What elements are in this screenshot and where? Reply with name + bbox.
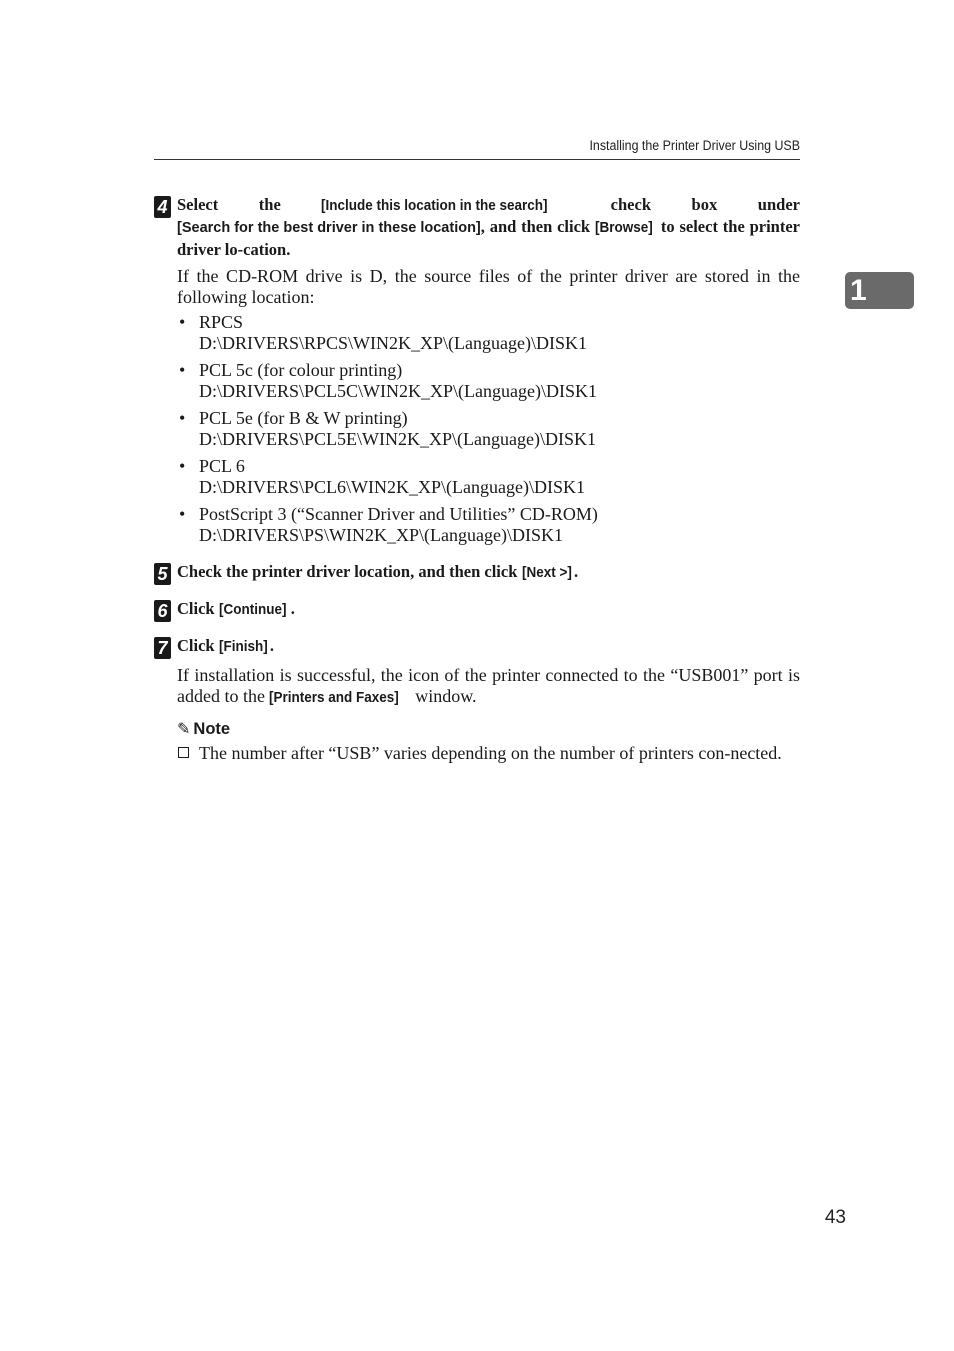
driver-name: PCL 6 [199,456,245,476]
driver-path: D:\DRIVERS\PCL6\WIN2K_XP\(Language)\DISK1 [199,477,585,497]
finish-button-ref: [Finish] [218,638,268,655]
pencil-icon: ✎ [177,721,191,738]
checkbox-bullet-icon [178,747,189,758]
search-best-driver-ref: [Search for the best driver in these location] [177,220,481,236]
header-rule [154,159,800,160]
bullet: • [179,456,186,476]
bullet: • [179,360,186,380]
step-6-text-2: . [290,599,295,618]
step-7-body-2: window. [410,686,477,706]
step-5-text-2: . [573,562,579,581]
page-number: 43 [824,1207,846,1228]
driver-name: PostScript 3 (“Scanner Driver and Utilities” CD-ROM) [199,504,598,524]
driver-name: RPCS [199,312,244,332]
driver-path: D:\DRIVERS\PS\WIN2K_XP\(Language)\DISK1 [199,525,563,545]
driver-name: PCL 5c (for colour printing) [199,360,403,380]
step-4-description: If the CD-ROM drive is D, the source files of the printer driver are stored in the following location: [177,266,800,307]
note-heading [177,719,230,739]
step-number-badge: 6 [154,600,171,622]
driver-location-list [177,312,800,546]
include-location-checkbox-ref: [Include this location in the search] [321,197,548,214]
step-number-badge: 4 [154,196,171,218]
driver-path: D:\DRIVERS\PCL5C\WIN2K_XP\(Language)\DISK1 [199,381,597,401]
step-7-text-2: . [269,636,274,655]
step-6-title [177,598,800,620]
step-4-text-2: check box under [570,195,800,214]
step-4-text-3: , and then click [480,217,595,236]
list-item [177,504,800,546]
step-4-text-4: to select the printer driver lo-cation. [177,217,800,259]
printers-faxes-window-ref: [Printers and Faxes] [269,689,400,706]
step-7-text-1: Click [177,636,219,655]
note-item [177,743,800,764]
bullet: • [179,408,186,428]
note-text: The number after “USB” varies depending on the number of printers con-nected. [199,743,782,763]
list-item [177,360,800,402]
step-7-title [177,635,800,657]
step-7 [154,635,800,708]
step-6 [154,598,800,620]
list-item [177,312,800,354]
step-5 [154,561,800,583]
step-4-text-1: Select the [177,195,322,214]
step-4 [154,194,800,552]
continue-button-ref: [Continue] [218,601,287,618]
step-7-body-1: If installation is successful, the icon of the printer connected to the “USB001” port is added to the [177,665,800,706]
next-button-ref: [Next >] [521,564,572,581]
browse-button-ref: [Browse] [594,219,653,236]
driver-name: PCL 5e (for B & W printing) [199,408,408,428]
running-header: Installing the Printer Driver Using USB [589,138,800,153]
step-7-description [177,665,800,708]
step-6-text-1: Click [177,599,219,618]
chapter-tab: 1 [845,272,914,309]
step-number-badge: 7 [154,637,171,659]
step-4-title [177,194,800,260]
bullet: • [179,504,186,524]
step-5-text-1: Check the printer driver location, and then click [177,562,522,581]
step-number-badge: 5 [154,563,171,585]
list-item [177,456,800,498]
bullet: • [179,312,186,332]
driver-path: D:\DRIVERS\PCL5E\WIN2K_XP\(Language)\DISK1 [199,429,596,449]
driver-path: D:\DRIVERS\RPCS\WIN2K_XP\(Language)\DISK1 [199,333,587,353]
note-label: Note [193,720,231,738]
step-5-title [177,561,800,583]
list-item [177,408,800,450]
